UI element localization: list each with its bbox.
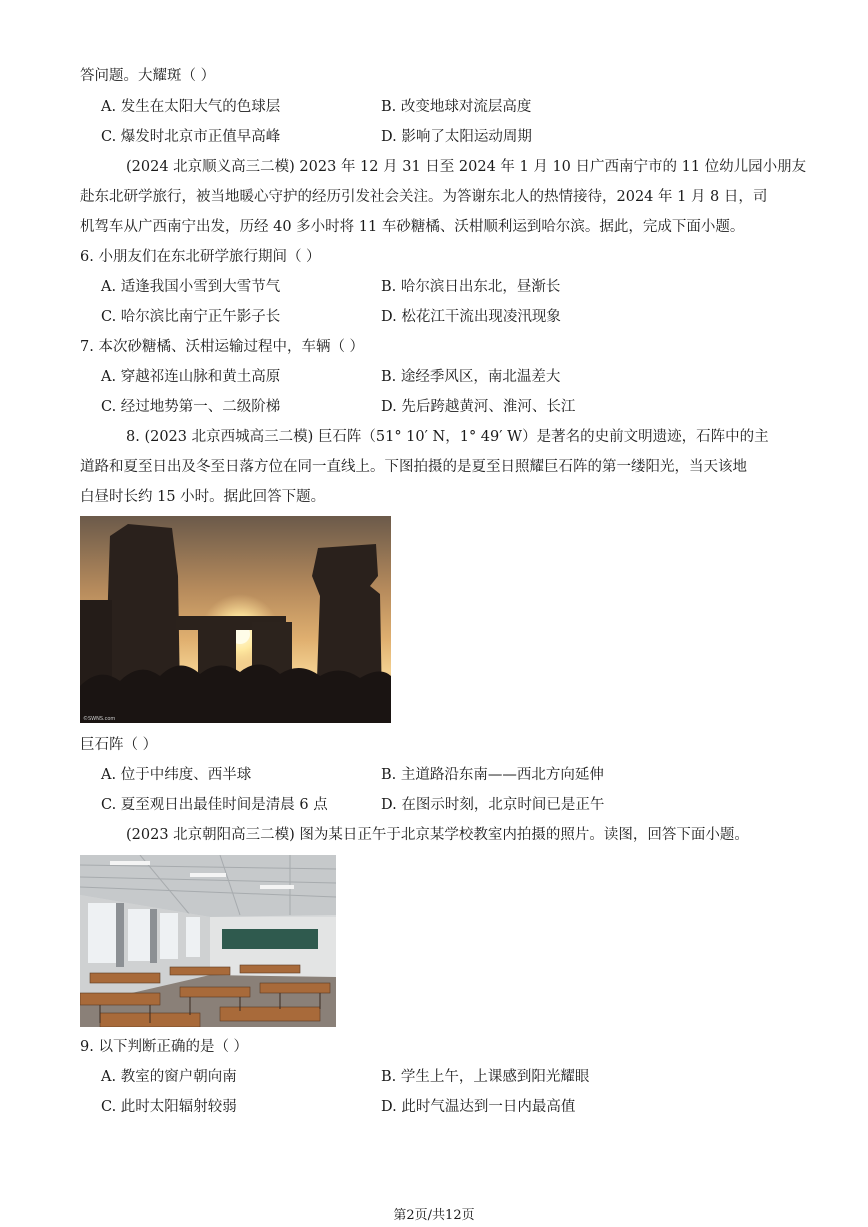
passage-line: 白昼时长约 15 小时。据此回答下题。 (80, 489, 326, 505)
passage-line: 赴东北研学旅行，被当地暖心守护的经历引发社会关注。为答谢东北人的热情接待，2024 年 1 月 8 日，司 (80, 189, 768, 205)
question-stem: 答问题。大耀斑（ ） (80, 68, 216, 84)
classroom-photo (80, 855, 336, 1027)
option-a: A. 适逢我国小雪到大雪节气 (101, 279, 281, 295)
passage-line: 道路和夏至日出及冬至日落方位在同一直线上。下图拍摄的是夏至日照耀巨石阵的第一缕阳光，当天该地 (80, 459, 747, 475)
option-c: C. 夏至观日出最佳时间是清晨 6 点 (101, 797, 328, 813)
question-9-stem: 9. 以下判断正确的是（ ） (80, 1039, 249, 1055)
option-c: C. 经过地势第一、二级阶梯 (101, 399, 281, 415)
option-c: C. 此时太阳辐射较弱 (101, 1099, 237, 1115)
passage-line: 机驾车从广西南宁出发，历经 40 多小时将 11 车砂糖橘、沃柑顺利运到哈尔滨。据此，完成下面小题。 (80, 219, 745, 235)
option-c: C. 爆发时北京市正值早高峰 (101, 129, 281, 145)
option-d: D. 影响了太阳运动周期 (381, 129, 532, 145)
photo-credit: ©SWNS.com (83, 716, 116, 722)
option-d: D. 此时气温达到一日内最高值 (381, 1099, 576, 1115)
option-d: D. 松花江干流出现凌汛现象 (381, 309, 561, 325)
option-a: A. 发生在太阳大气的色球层 (101, 99, 281, 115)
option-b: B. 哈尔滨日出东北，昼渐长 (381, 279, 561, 295)
option-a: A. 位于中纬度、西半球 (101, 767, 252, 783)
passage-line: 8. (2023 北京西城高三二模) 巨石阵（51° 10′ N，1° 49′ W）是著名的史前文明遗迹，石阵中的主 (126, 429, 769, 445)
passage-line: (2024 北京顺义高三二模) 2023 年 12 月 31 日至 2024 年 1 月 10 日广西南宁市的 11 位幼儿园小朋友 (126, 159, 807, 175)
option-b: B. 改变地球对流层高度 (381, 99, 532, 115)
stonehenge-photo (80, 516, 391, 723)
option-b: B. 学生上午，上课感到阳光耀眼 (381, 1069, 590, 1085)
option-a: A. 教室的窗户朝向南 (101, 1069, 237, 1085)
question-7-stem: 7. 本次砂糖橘、沃柑运输过程中，车辆（ ） (80, 339, 365, 355)
option-c: C. 哈尔滨比南宁正午影子长 (101, 309, 281, 325)
passage-line: (2023 北京朝阳高三二模) 图为某日正午于北京某学校教室内拍摄的照片。读图，回答下面小题。 (126, 827, 749, 843)
option-d: D. 在图示时刻，北京时间已是正午 (381, 797, 605, 813)
question-8-stem: 巨石阵（ ） (80, 737, 158, 753)
page-number: 第2页/共12页 (393, 1208, 475, 1223)
option-d: D. 先后跨越黄河、淮河、长江 (381, 399, 576, 415)
option-b: B. 途经季风区，南北温差大 (381, 369, 561, 385)
option-a: A. 穿越祁连山脉和黄土高原 (101, 369, 281, 385)
option-b: B. 主道路沿东南——西北方向延伸 (381, 767, 604, 783)
question-6-stem: 6. 小朋友们在东北研学旅行期间（ ） (80, 249, 321, 265)
